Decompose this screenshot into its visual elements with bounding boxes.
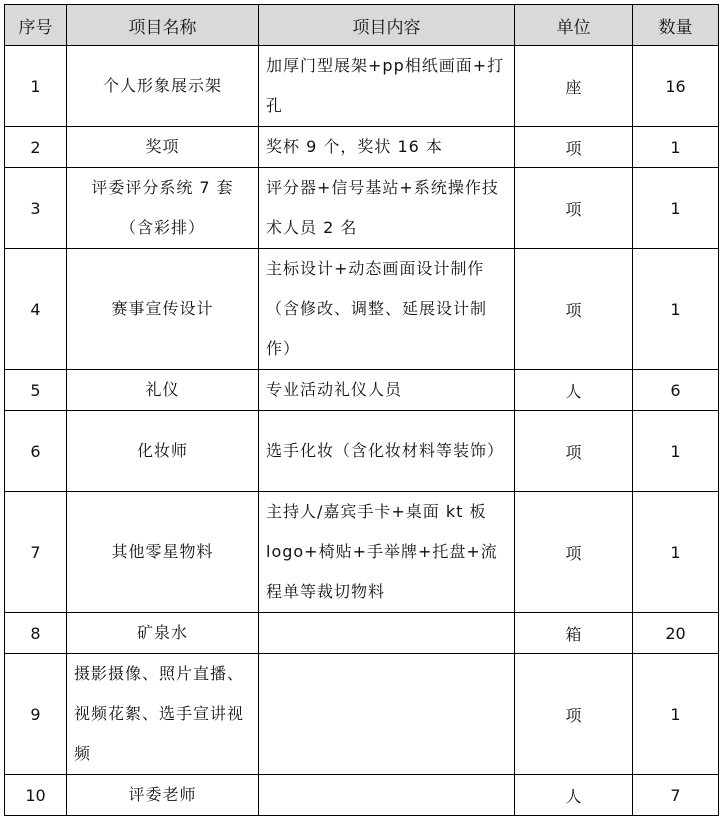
header-unit: 单位: [515, 5, 633, 46]
header-content: 项目内容: [259, 5, 515, 46]
cell-name: 个人形象展示架: [67, 46, 259, 127]
cell-unit: 项: [515, 492, 633, 613]
cell-name: 礼仪: [67, 370, 259, 411]
header-row: [5, 5, 719, 46]
cell-unit: 项: [515, 168, 633, 249]
cell-qty: 20: [633, 613, 719, 654]
cell-qty: 1: [633, 249, 719, 370]
cell-unit: 项: [515, 411, 633, 492]
cell-seq: 9: [5, 654, 67, 775]
cell-unit: 座: [515, 46, 633, 127]
cell-seq: 8: [5, 613, 67, 654]
cell-name: 赛事宣传设计: [67, 249, 259, 370]
cell-seq: 5: [5, 370, 67, 411]
table-row: [5, 411, 719, 492]
cell-qty: 1: [633, 168, 719, 249]
cell-seq: 10: [5, 775, 67, 816]
cell-content: 选手化妆（含化妆材料等装饰）: [259, 411, 515, 492]
cell-unit: 箱: [515, 613, 633, 654]
cell-content: 专业活动礼仪人员: [259, 370, 515, 411]
cell-seq: 1: [5, 46, 67, 127]
cell-seq: 6: [5, 411, 67, 492]
table-row: [5, 127, 719, 168]
header-name: 项目名称: [67, 5, 259, 46]
cell-seq: 4: [5, 249, 67, 370]
table-row: [5, 613, 719, 654]
cell-name: 摄影摄像、照片直播、视频花絮、选手宣讲视频: [67, 654, 259, 775]
cell-content: 主标设计+动态画面设计制作（含修改、调整、延展设计制作）: [259, 249, 515, 370]
cell-unit: 项: [515, 127, 633, 168]
cell-name: 化妆师: [67, 411, 259, 492]
cell-name: 评委老师: [67, 775, 259, 816]
cell-qty: 6: [633, 370, 719, 411]
cell-qty: 7: [633, 775, 719, 816]
cell-qty: 16: [633, 46, 719, 127]
cell-qty: 1: [633, 127, 719, 168]
table-row: [5, 370, 719, 411]
cell-content: [259, 775, 515, 816]
cell-content: 加厚门型展架+pp相纸画面+打孔: [259, 46, 515, 127]
cell-seq: 7: [5, 492, 67, 613]
table-row: [5, 654, 719, 775]
cell-content: 主持人/嘉宾手卡+桌面 kt 板 logo+椅贴+手举牌+托盘+流程单等裁切物料: [259, 492, 515, 613]
cell-name: 其他零星物料: [67, 492, 259, 613]
cell-content: [259, 654, 515, 775]
cell-unit: 人: [515, 775, 633, 816]
header-seq: 序号: [5, 5, 67, 46]
cell-qty: 1: [633, 492, 719, 613]
cell-unit: 项: [515, 249, 633, 370]
quotation-table: [4, 4, 719, 816]
cell-content: [259, 613, 515, 654]
table-row: [5, 492, 719, 613]
cell-unit: 项: [515, 654, 633, 775]
cell-unit: 人: [515, 370, 633, 411]
table-row: [5, 249, 719, 370]
cell-content: 奖杯 9 个，奖状 16 本: [259, 127, 515, 168]
table-row: [5, 775, 719, 816]
cell-qty: 1: [633, 411, 719, 492]
header-qty: 数量: [633, 5, 719, 46]
cell-seq: 2: [5, 127, 67, 168]
cell-name: 评委评分系统 7 套（含彩排）: [67, 168, 259, 249]
cell-qty: 1: [633, 654, 719, 775]
table-row: [5, 168, 719, 249]
cell-name: 奖项: [67, 127, 259, 168]
cell-name: 矿泉水: [67, 613, 259, 654]
table-row: [5, 46, 719, 127]
cell-seq: 3: [5, 168, 67, 249]
cell-content: 评分器+信号基站+系统操作技术人员 2 名: [259, 168, 515, 249]
